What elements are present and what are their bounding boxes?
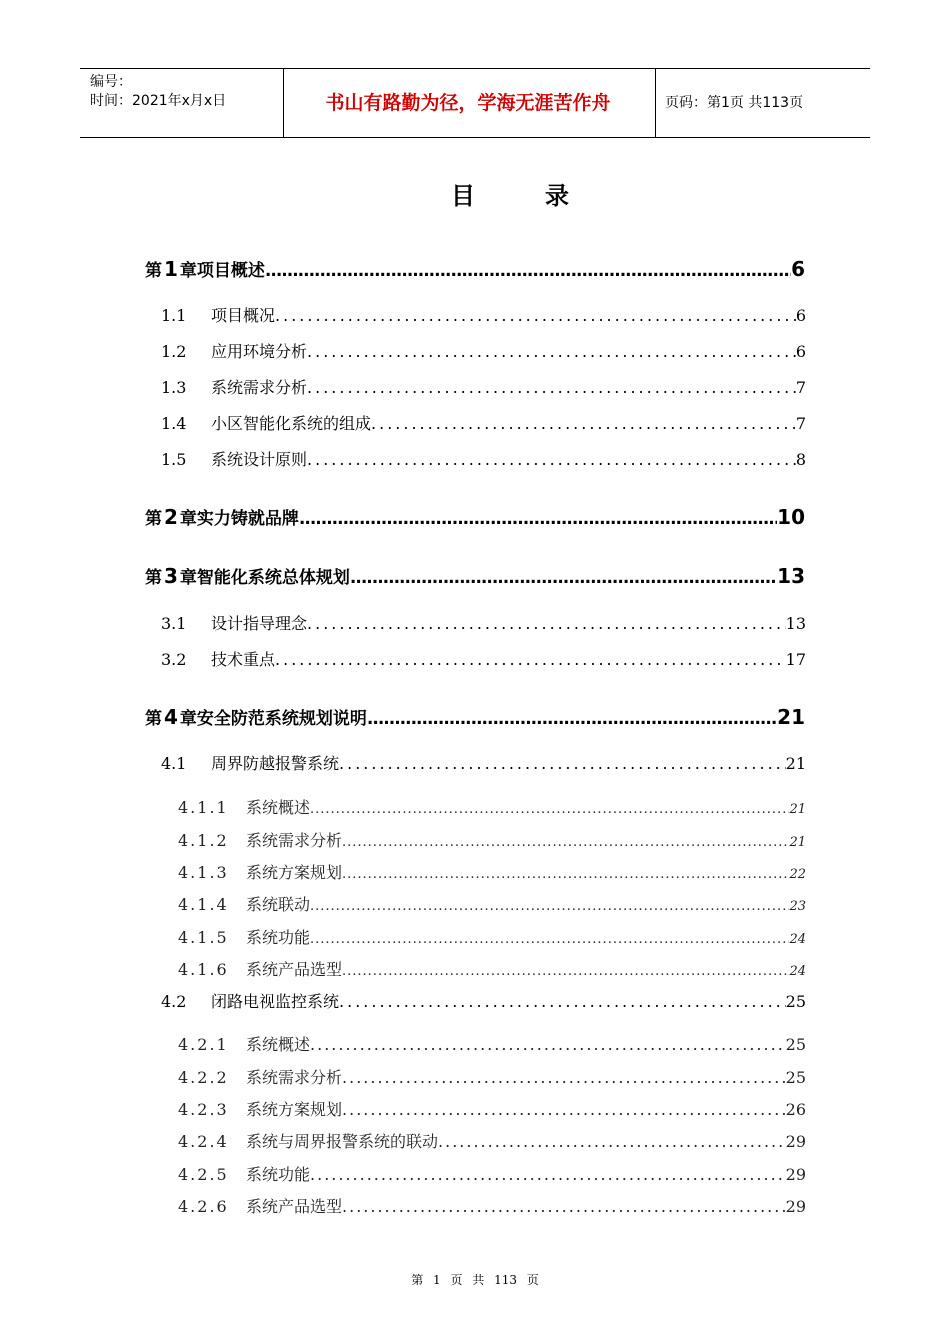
section-title: 系统功能 <box>246 1165 311 1184</box>
page-number: 25 <box>785 1035 806 1054</box>
toc-section-row[interactable] <box>161 751 806 774</box>
section-title: 系统方案规划 <box>246 863 343 882</box>
section-title: 系统设计原则 <box>211 450 308 469</box>
page-number: 6 <box>795 306 806 325</box>
section-number: 4.2.2 <box>178 1068 229 1087</box>
section-title: 系统产品选型 <box>246 960 343 979</box>
section-number: 4.1.2 <box>178 831 229 850</box>
toc-section-row[interactable] <box>161 375 806 398</box>
dot-leader <box>342 867 789 882</box>
chapter-number: 3 <box>164 564 178 588</box>
section-number: 1.5 <box>161 450 187 469</box>
section-title: 项目概况 <box>211 306 276 325</box>
toc-chapter-row[interactable] <box>145 504 805 529</box>
page-number: 25 <box>785 992 806 1011</box>
section-number: 3.1 <box>161 614 187 633</box>
toc-section-row[interactable] <box>161 339 806 362</box>
toc-subsection-row[interactable] <box>178 1129 806 1152</box>
chapter-title: 章项目概述 <box>179 261 265 281</box>
chapter-number: 1 <box>164 257 178 281</box>
page-number: 7 <box>795 378 806 397</box>
section-number: 4.2 <box>161 992 187 1011</box>
toc-subsection-row[interactable] <box>178 1065 806 1088</box>
section-number: 4.1.3 <box>178 863 229 882</box>
dot-leader <box>342 1068 786 1087</box>
page-number: 21 <box>785 754 806 773</box>
dot-leader <box>371 414 796 433</box>
section-title: 系统概述 <box>246 798 311 817</box>
section-number: 4.2.4 <box>178 1132 229 1151</box>
page-header <box>80 68 870 138</box>
section-title: 系统需求分析 <box>246 831 343 850</box>
page-number: 10 <box>777 505 805 529</box>
page-number: 21 <box>777 705 805 729</box>
page-number: 13 <box>777 564 805 588</box>
toc-subsection-row[interactable] <box>178 892 806 915</box>
section-number: 4.1.6 <box>178 960 229 979</box>
page-number: 7 <box>795 414 806 433</box>
dot-leader <box>339 754 786 773</box>
section-title: 系统与周界报警系统的联动 <box>246 1132 439 1151</box>
page-number: 6 <box>791 257 805 281</box>
page-number: 8 <box>795 450 806 469</box>
toc-subsection-row[interactable] <box>178 860 806 883</box>
section-number: 1.4 <box>161 414 187 433</box>
toc-subsection-row[interactable] <box>178 1032 806 1055</box>
section-title: 系统概述 <box>246 1035 311 1054</box>
dot-leader <box>265 261 791 281</box>
section-title: 周界防越报警系统 <box>211 754 340 773</box>
dot-leader <box>342 1100 786 1119</box>
toc-section-row[interactable] <box>161 611 806 634</box>
toc-subsection-row[interactable] <box>178 1194 806 1217</box>
chapter-prefix: 第 <box>145 509 162 529</box>
toc-chapter-row[interactable] <box>145 704 805 729</box>
section-title: 设计指导理念 <box>211 614 308 633</box>
page-number: 17 <box>785 650 806 669</box>
section-title: 应用环境分析 <box>211 342 308 361</box>
toc-section-row[interactable] <box>161 411 806 434</box>
section-title: 系统需求分析 <box>246 1068 343 1087</box>
toc-subsection-row[interactable] <box>178 795 806 818</box>
toc-section-row[interactable] <box>161 989 806 1012</box>
page-number: 24 <box>789 932 806 947</box>
toc-chapter-row[interactable] <box>145 563 805 588</box>
time-label: 时间：2021年x月x日 <box>90 93 227 109</box>
section-title: 系统需求分析 <box>211 378 308 397</box>
header-left <box>90 73 226 111</box>
chapter-number: 2 <box>164 505 178 529</box>
section-number: 4.2.1 <box>178 1035 229 1054</box>
section-title: 闭路电视监控系统 <box>211 992 340 1011</box>
section-number: 1.3 <box>161 378 187 397</box>
page-number: 13 <box>785 614 806 633</box>
toc-chapter-row[interactable] <box>145 256 805 281</box>
page-number: 25 <box>785 1068 806 1087</box>
toc-subsection-row[interactable] <box>178 925 806 948</box>
toc-section-row[interactable] <box>161 303 806 326</box>
section-title: 系统功能 <box>246 928 311 947</box>
toc-subsection-row[interactable] <box>178 1097 806 1120</box>
dot-leader <box>310 899 789 914</box>
page-number: 6 <box>795 342 806 361</box>
section-title: 小区智能化系统的组成 <box>211 414 372 433</box>
section-title: 系统联动 <box>246 895 311 914</box>
chapter-number: 4 <box>164 705 178 729</box>
page-number: 29 <box>785 1165 806 1184</box>
page-number: 29 <box>785 1197 806 1216</box>
page-number: 22 <box>789 867 806 882</box>
page-number: 29 <box>785 1132 806 1151</box>
page-number: 21 <box>789 835 806 850</box>
dot-leader <box>342 1197 786 1216</box>
header-motto: 书山有路勤为径，学海无涯苦作舟 <box>325 92 611 114</box>
toc-subsection-row[interactable] <box>178 1162 806 1185</box>
section-title: 技术重点 <box>211 650 276 669</box>
number-label: 编号： <box>90 74 132 90</box>
section-number: 4.1.1 <box>178 798 229 817</box>
section-title: 系统产品选型 <box>246 1197 343 1216</box>
section-number: 4.1.4 <box>178 895 229 914</box>
chapter-title: 章智能化系统总体规划 <box>179 568 350 588</box>
page-number: 21 <box>789 802 806 817</box>
section-number: 4.2.3 <box>178 1100 229 1119</box>
page-footer: 第 1 页 共 113 页 <box>411 1273 539 1287</box>
header-page-info: 页码：第1页 共113页 <box>665 95 804 111</box>
section-number: 1.1 <box>161 306 187 325</box>
dot-leader <box>275 650 786 669</box>
toc-subsection-row[interactable] <box>178 828 806 851</box>
section-number: 4.2.6 <box>178 1197 229 1216</box>
dot-leader <box>310 932 789 947</box>
section-title: 系统方案规划 <box>246 1100 343 1119</box>
chapter-prefix: 第 <box>145 261 162 281</box>
dot-leader <box>310 802 789 817</box>
dot-leader <box>350 568 777 588</box>
dot-leader <box>299 509 777 529</box>
section-number: 1.2 <box>161 342 187 361</box>
toc-title: 目录 <box>451 182 639 210</box>
dot-leader <box>307 378 796 397</box>
header-divider <box>655 69 656 137</box>
dot-leader <box>342 964 789 979</box>
dot-leader <box>310 1035 786 1054</box>
chapter-title: 章安全防范系统规划说明 <box>179 709 367 729</box>
dot-leader <box>307 342 796 361</box>
section-number: 4.1.5 <box>178 928 229 947</box>
dot-leader <box>310 1165 786 1184</box>
section-number: 3.2 <box>161 650 187 669</box>
toc-subsection-row[interactable] <box>178 957 806 980</box>
section-number: 4.2.5 <box>178 1165 229 1184</box>
chapter-title: 章实力铸就品牌 <box>179 509 299 529</box>
dot-leader <box>275 306 796 325</box>
page-number: 23 <box>789 899 806 914</box>
chapter-prefix: 第 <box>145 568 162 588</box>
chapter-prefix: 第 <box>145 709 162 729</box>
toc-section-row[interactable] <box>161 647 806 670</box>
section-number: 4.1 <box>161 754 187 773</box>
dot-leader <box>438 1132 786 1151</box>
dot-leader <box>342 835 789 850</box>
page-number: 26 <box>785 1100 806 1119</box>
dot-leader <box>307 614 786 633</box>
toc-section-row[interactable] <box>161 447 806 470</box>
page-number: 24 <box>789 964 806 979</box>
dot-leader <box>339 992 786 1011</box>
dot-leader <box>367 709 777 729</box>
dot-leader <box>307 450 796 469</box>
